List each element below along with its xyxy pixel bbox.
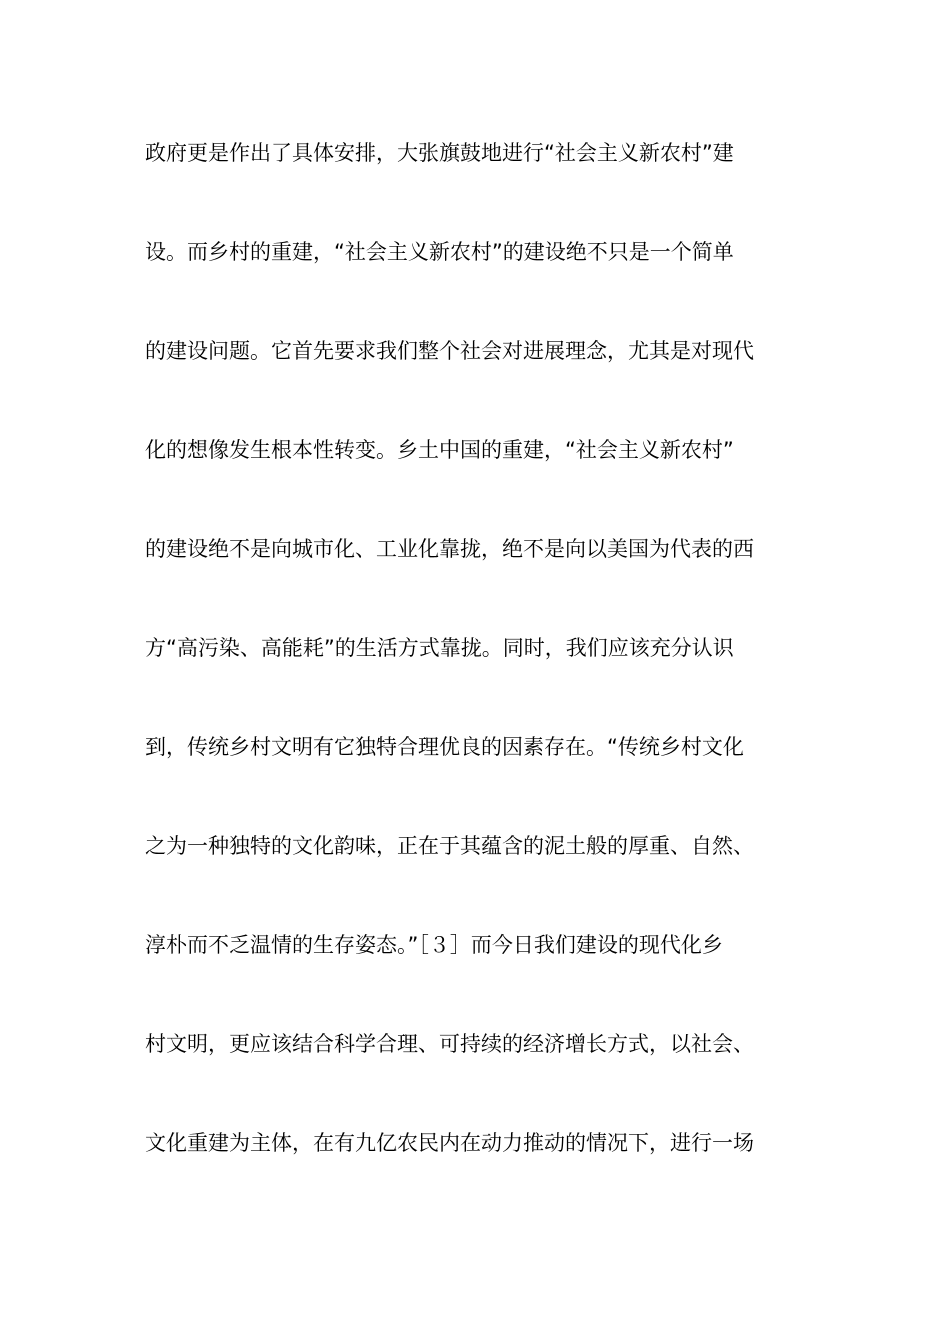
text-line: 方“高污染、高能耗”的生活方式靠拢。同时，我们应该充分认识 xyxy=(145,636,734,660)
text-line: 政府更是作出了具体安排，大张旗鼓地进行“社会主义新农村”建 xyxy=(145,141,734,165)
text-line: 之为一种独特的文化韵味，正在于其蕴含的泥土般的厚重、自然、 xyxy=(145,834,754,858)
text-line: 文化重建为主体，在有九亿农民内在动力推动的情况下，进行一场 xyxy=(145,1131,754,1155)
text-line: 的建设绝不是向城市化、工业化靠拢，绝不是向以美国为代表的西 xyxy=(145,537,754,561)
text-line: 设。而乡村的重建，“社会主义新农村”的建设绝不只是一个简单 xyxy=(145,240,734,264)
body-text xyxy=(145,132,815,1221)
text-line: 的建设问题。它首先要求我们整个社会对进展理念，尤其是对现代 xyxy=(145,339,754,363)
text-line: 化的想像发生根本性转变。乡土中国的重建，“社会主义新农村” xyxy=(145,438,734,462)
text-line: 到，传统乡村文明有它独特合理优良的因素存在。“传统乡村文化 xyxy=(145,735,744,759)
text-line: 淳朴而不乏温情的生存姿态。”［３］而今日我们建设的现代化乡 xyxy=(145,933,723,957)
text-line: 村文明，更应该结合科学合理、可持续的经济增长方式，以社会、 xyxy=(145,1032,754,1056)
